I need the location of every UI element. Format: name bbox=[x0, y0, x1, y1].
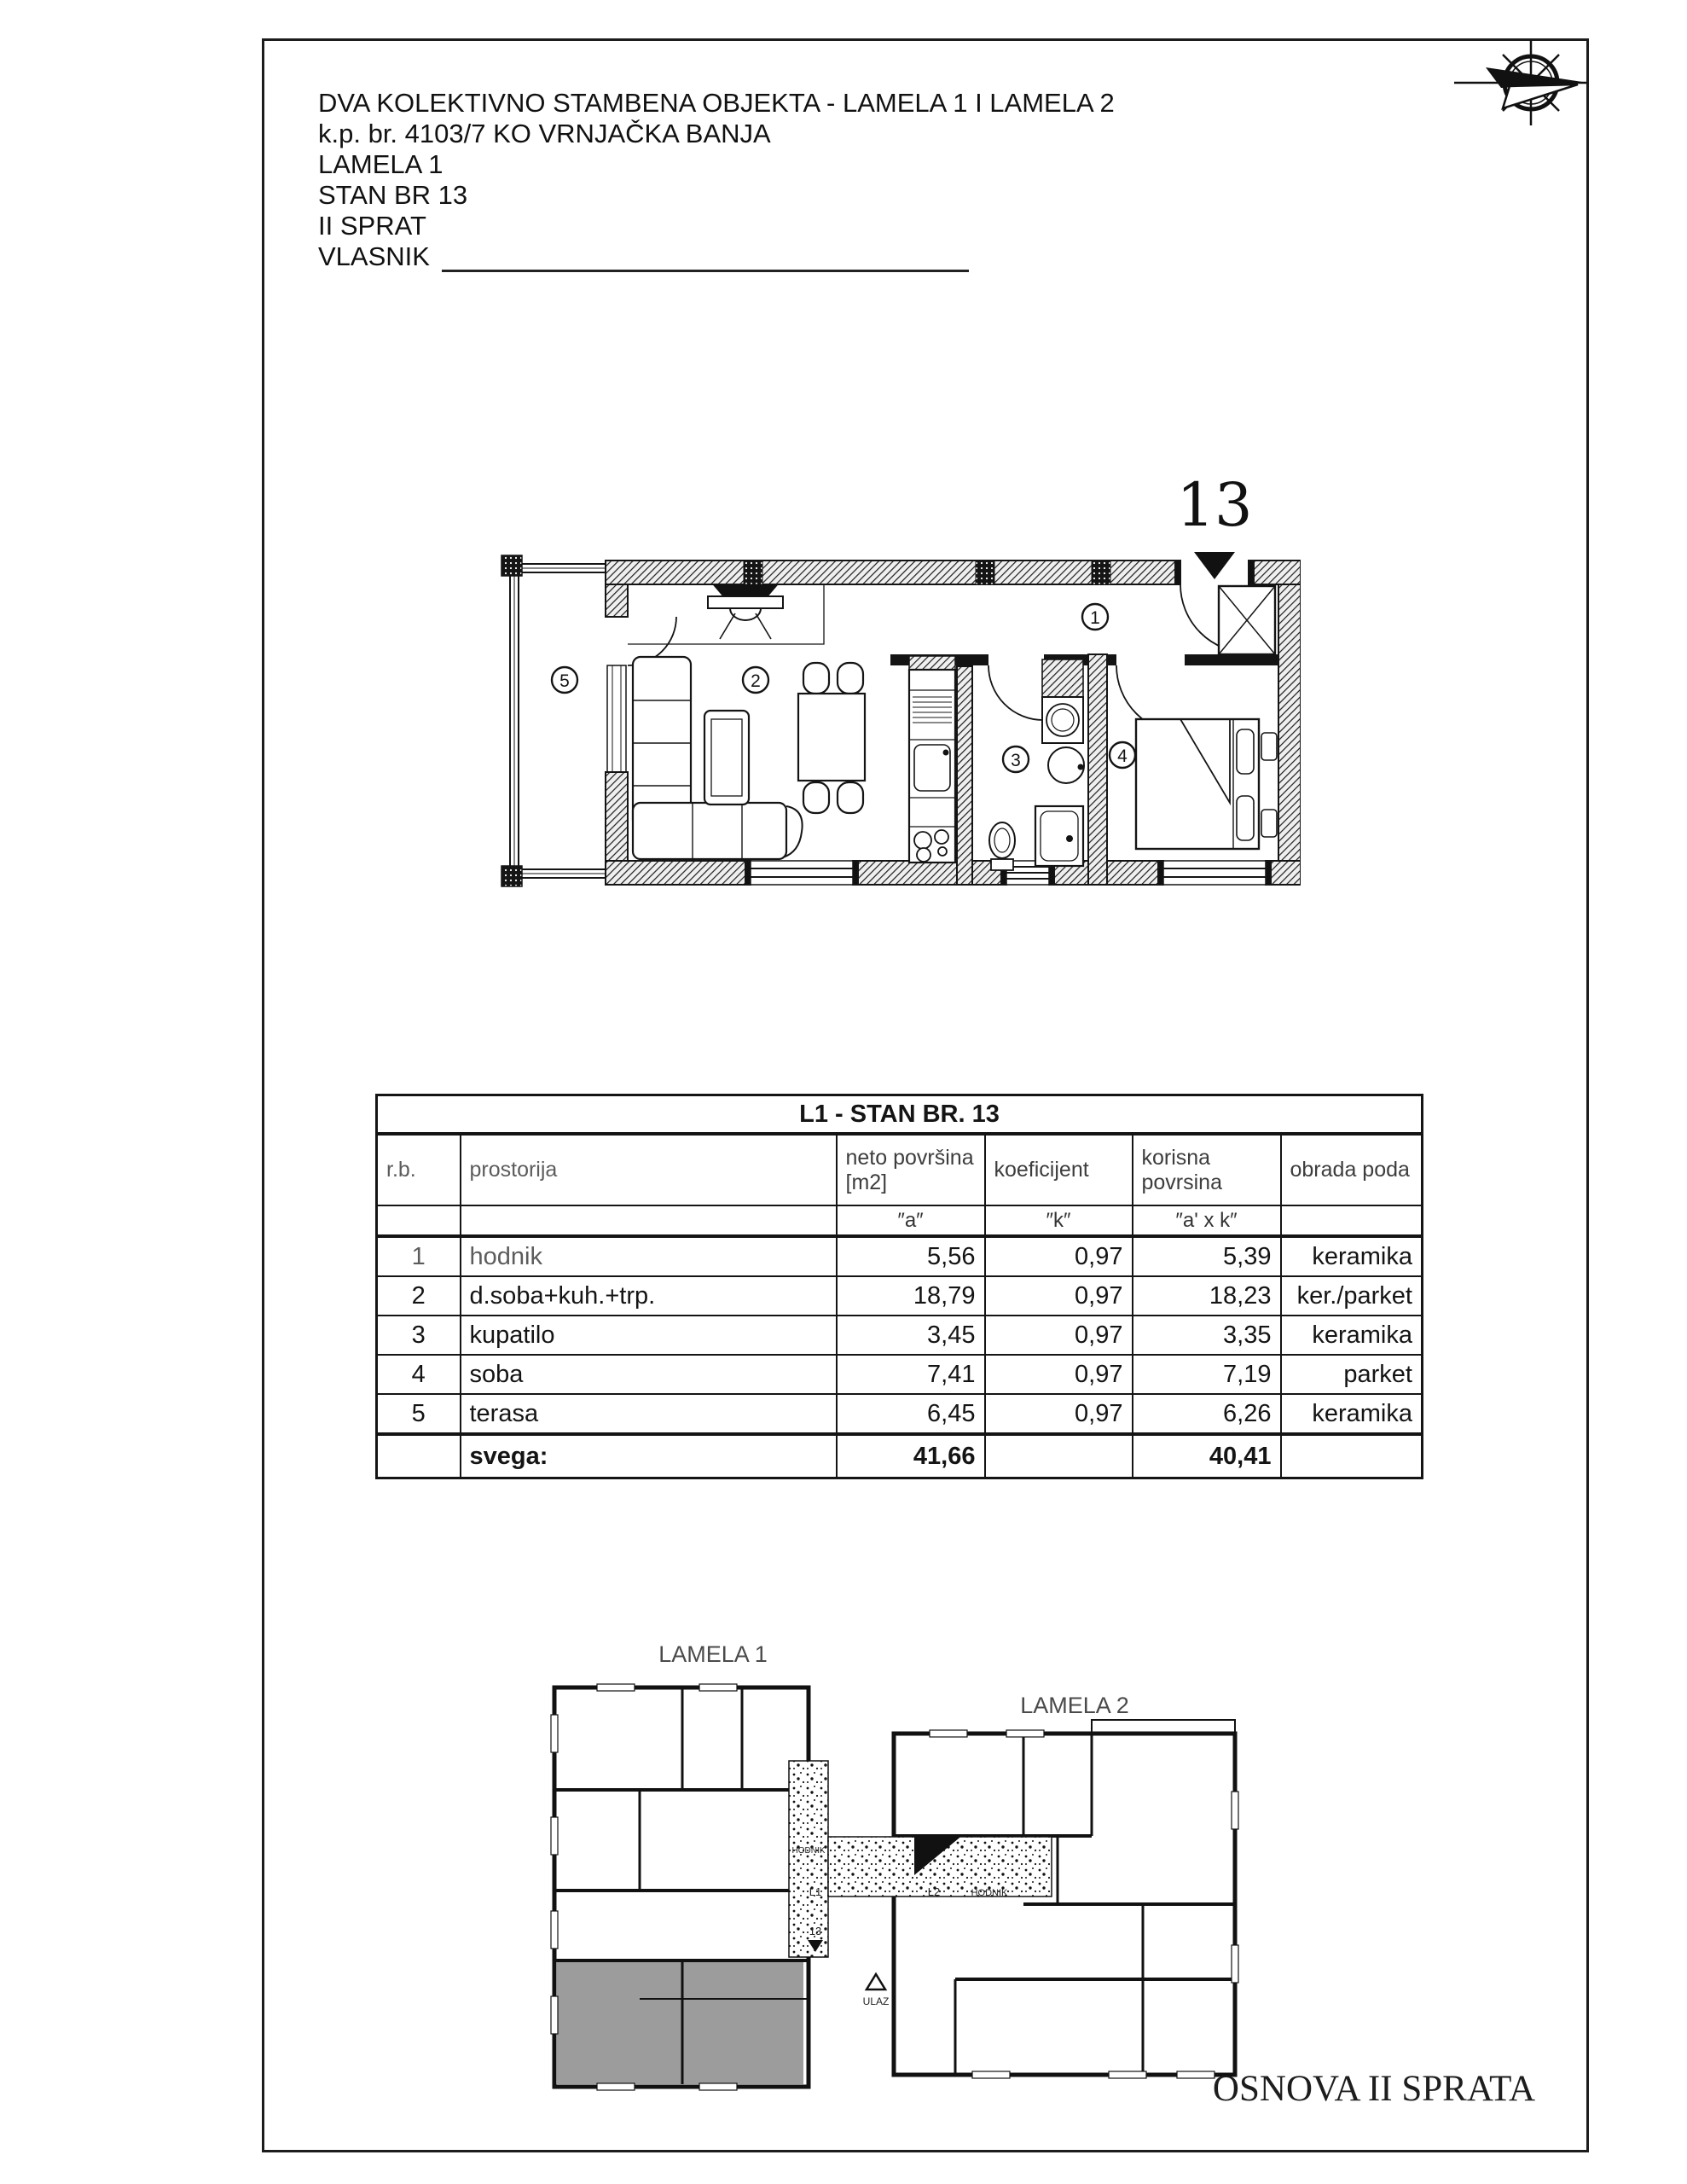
lamela-line: LAMELA 1 bbox=[318, 149, 443, 179]
col-header-koeficijent: koeficijent bbox=[985, 1134, 1133, 1205]
drawing-title: OSNOVA II SPRATA bbox=[1212, 2069, 1535, 2109]
nightstand bbox=[1261, 733, 1277, 760]
area-table bbox=[375, 1094, 1423, 1479]
corridor1-label: HODNIK bbox=[791, 1846, 826, 1856]
col-header-neto: neto površina [m2] bbox=[837, 1134, 985, 1205]
floor-line: II SPRAT bbox=[318, 211, 426, 241]
entrance-arrow-icon bbox=[1194, 552, 1235, 579]
table-total-row bbox=[377, 1434, 1423, 1478]
shower bbox=[1035, 806, 1083, 866]
bathroom-sink bbox=[1048, 747, 1084, 783]
title-block bbox=[318, 88, 1115, 272]
total-korisna: 40,41 bbox=[1133, 1434, 1281, 1478]
l2-label: L2 bbox=[927, 1885, 941, 1898]
kitchen-counter bbox=[909, 656, 955, 863]
project-title: DVA KOLEKTIVNO STAMBENA OBJEKTA - LAMELA 1 I LAMELA 2 bbox=[318, 88, 1115, 118]
terrace-living-wall bbox=[606, 584, 628, 861]
apartment-number-label: 13 bbox=[1176, 470, 1253, 540]
col-header-obrada: obrada poda bbox=[1281, 1134, 1423, 1205]
owner-label: VLASNIK bbox=[318, 241, 430, 271]
site-plan bbox=[546, 1621, 1254, 2099]
highlighted-apartment bbox=[557, 1960, 803, 2084]
subheader-k: ″k″ bbox=[985, 1205, 1133, 1236]
room-marker-1: 1 bbox=[1090, 608, 1100, 628]
lamela2-building bbox=[894, 1720, 1238, 2078]
total-neto: 41,66 bbox=[837, 1434, 985, 1478]
room-marker-3: 3 bbox=[1011, 751, 1021, 770]
room-marker-4: 4 bbox=[1117, 746, 1128, 766]
lamela2-label: LAMELA 2 bbox=[1020, 1693, 1129, 1718]
double-bed bbox=[1136, 719, 1259, 849]
lamela1-building bbox=[551, 1684, 809, 2090]
floor-plan bbox=[498, 550, 1301, 892]
table-row: 3 kupatilo 3,45 0,97 3,35 keramika bbox=[377, 1316, 1423, 1355]
lamela1-label: LAMELA 1 bbox=[658, 1641, 768, 1667]
toilet bbox=[989, 822, 1015, 870]
owner-signature-line bbox=[442, 244, 969, 272]
col-header-prostorija: prostorija bbox=[461, 1134, 837, 1205]
table-title: L1 - STAN BR. 13 bbox=[377, 1095, 1423, 1135]
table-row: 1 hodnik 5,56 0,97 5,39 keramika bbox=[377, 1236, 1423, 1276]
coffee-table bbox=[704, 711, 749, 804]
wardrobe bbox=[1219, 586, 1275, 654]
ceiling-light-icon bbox=[628, 584, 824, 644]
subheader-a: ″a″ bbox=[837, 1205, 985, 1236]
apartment-line: STAN BR 13 bbox=[318, 180, 468, 210]
table-row: 4 soba 7,41 0,97 7,19 parket bbox=[377, 1355, 1423, 1394]
entrance-triangle-icon bbox=[867, 1974, 885, 1989]
table-row: 2 d.soba+kuh.+trp. 18,79 0,97 18,23 ker./parket bbox=[377, 1276, 1423, 1316]
l1-label: L1 bbox=[809, 1885, 822, 1898]
table-row: 5 terasa 6,45 0,97 6,26 keramika bbox=[377, 1394, 1423, 1434]
room-marker-5: 5 bbox=[559, 671, 570, 691]
washing-machine bbox=[1042, 659, 1083, 743]
room-marker-2: 2 bbox=[751, 671, 761, 691]
col-header-rb: r.b. bbox=[377, 1134, 461, 1205]
entrance-label: ULAZ bbox=[862, 1995, 890, 2007]
nightstand bbox=[1261, 810, 1277, 837]
apartment13-label: 13 bbox=[809, 1925, 822, 1937]
col-header-korisna: korisna povrsina bbox=[1133, 1134, 1281, 1205]
total-label: svega: bbox=[461, 1434, 837, 1478]
compass-icon bbox=[1450, 30, 1599, 141]
parcel-number: k.p. br. 4103/7 KO VRNJAČKA BANJA bbox=[318, 119, 771, 148]
dining-table-set bbox=[798, 663, 865, 813]
subheader-ak: ″a' x k″ bbox=[1133, 1205, 1281, 1236]
terrace-walls bbox=[501, 555, 606, 886]
corridor2-label: HODNIK bbox=[971, 1888, 1008, 1898]
bathroom-door-arc bbox=[988, 665, 1043, 720]
